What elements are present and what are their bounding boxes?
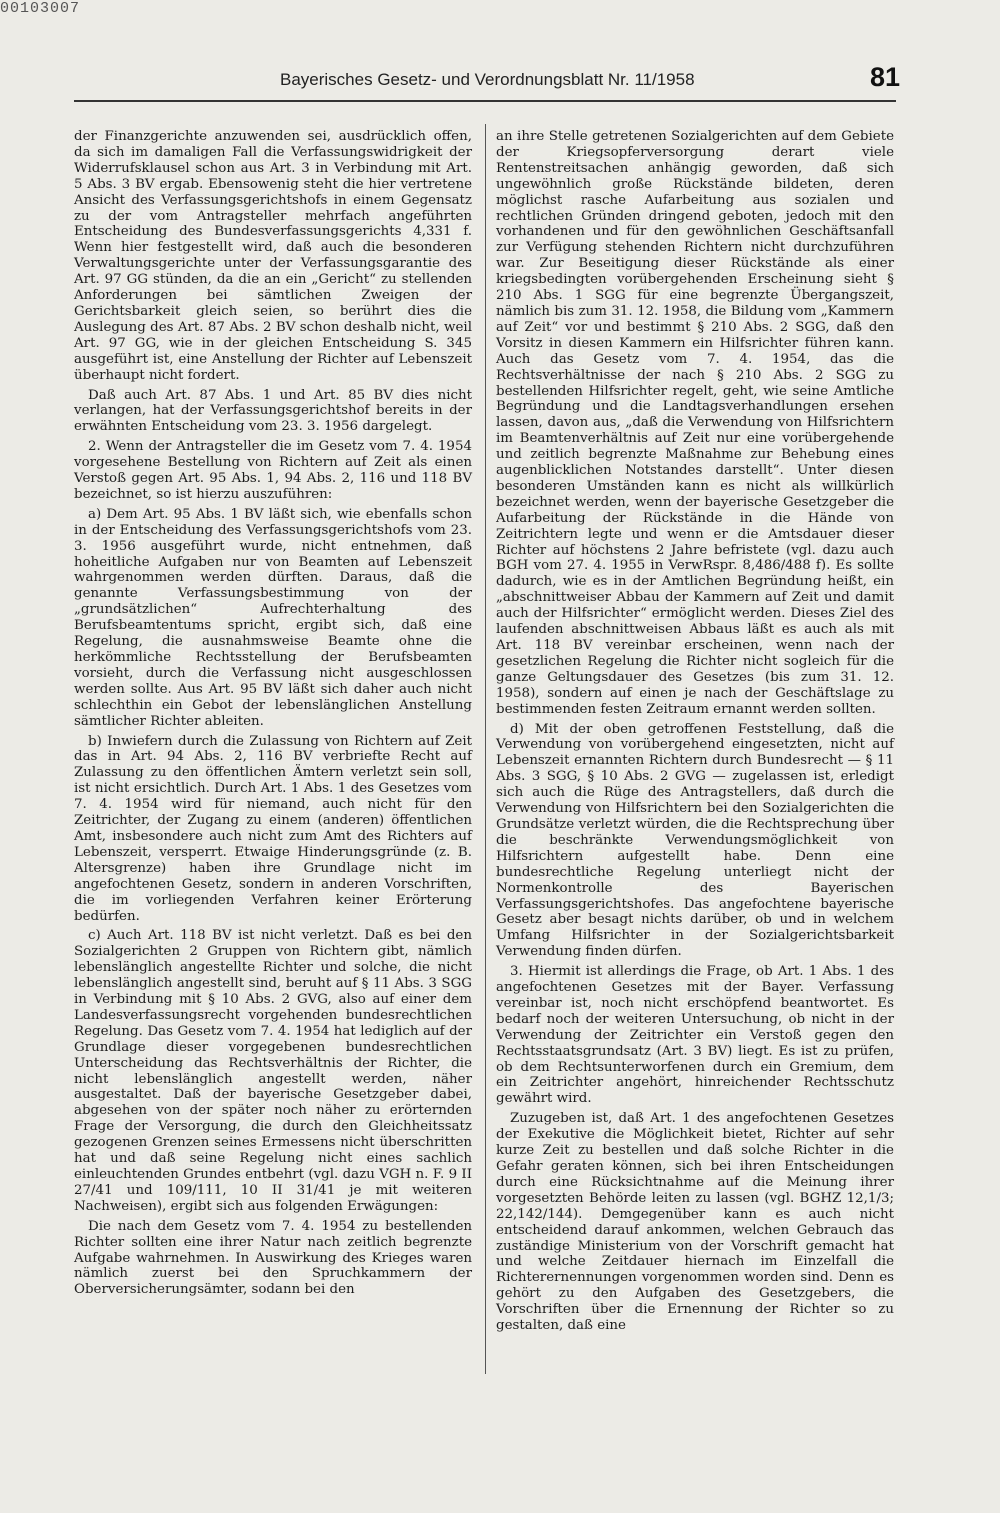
- paragraph: Die nach dem Gesetz vom 7. 4. 1954 zu bestellenden Richter sollten eine ihrer Natur nach zeitlich begrenzte Aufgabe wahrnehmen. In Auswirkung des Krieges waren nämlich zuerst bei den Spruchkammern der Oberversicherungsämter, sodann bei den: [74, 1218, 472, 1298]
- scan-id: 00103007: [0, 0, 81, 17]
- paragraph: b) Inwiefern durch die Zulassung von Richtern auf Zeit das in Art. 94 Abs. 2, 116 BV verbriefte Recht auf Zulassung zu den öffentlichen Ämtern verletzt sein soll, ist nicht ersichtlich. Durch Art. 1 Abs. 1 des Gesetzes vom 7. 4. 1954 wird für niemand, auch nicht für den Zeitrichter, der Zugang zu einem (anderen) öffentlichen Amt, insbesondere auch nicht zum Amt des Richters auf Lebenszeit, versperrt. Etwaige Hinderungsgründe (z. B. Altersgrenze) haben ihre Grundlage nicht im angefochtenen Gesetz, sondern in anderen Vorschriften, die im vorliegenden Verfahren keiner Erörterung bedürfen.: [74, 733, 472, 924]
- paragraph: d) Mit der oben getroffenen Feststellung, daß die Verwendung von vorübergehend eingesetzten, nicht auf Lebenszeit ernannten Richtern durch Bundesrecht — § 11 Abs. 3 SGG, § 10 Abs. 2 GVG — zugelassen ist, erledigt sich auch die Rüge des Antragstellers, daß durch die Verwendung von Hilfsrichtern bei den Sozialgerichten die Grundsätze verletzt würden, die die Rechtsprechung über die beschränkte Verwendungsmöglichkeit von Hilfsrichtern aufgestellt habe. Denn eine bundesrechtliche Regelung unterliegt nicht der Normenkontrolle des Bayerischen Verfassungsgerichtshofes. Das angefochtene bayerische Gesetz aber besagt nichts darüber, ob und in welchem Umfang Hilfsrichter in der Sozialgerichtsbarkeit Verwendung finden dürfen.: [496, 721, 894, 960]
- paragraph: c) Auch Art. 118 BV ist nicht verletzt. Daß es bei den Sozialgerichten 2 Gruppen von Richtern gibt, nämlich lebenslänglich angestellte Richter und solche, die nicht lebenslänglich angestellt sind, beruht auf § 11 Abs. 3 SGG in Verbindung mit § 10 Abs. 2 GVG, also auf einer dem Landesverfassungsrecht vorgehenden bundesrechtlichen Regelung. Das Gesetz vom 7. 4. 1954 hat lediglich auf der Grundlage dieser vorgegebenen bundesrechtlichen Unterscheidung das Rechtsverhältnis der Richter, die nicht lebenslänglich angestellt werden, näher ausgestaltet. Daß der bayerische Gesetzgeber dabei, abgesehen von der später noch näher zu erörternden Frage der Versorgung, die durch den Gleichheitssatz gezogenen Grenzen seines Ermessens nicht überschritten hat und daß seine Regelung nicht eines sachlich einleuchtenden Grundes entbehrt (vgl. dazu VGH n. F. 9 II 27/41 und 109/111, 10 II 31/41 je mit weiteren Nachweisen), ergibt sich aus folgenden Erwägungen:: [74, 928, 472, 1214]
- paragraph: 3. Hiermit ist allerdings die Frage, ob Art. 1 Abs. 1 des angefochtenen Gesetzes mit der Bayer. Verfassung vereinbar ist, noch nicht erschöpfend beantwortet. Es bedarf noch der weiteren Untersuchung, ob nicht in der Verwendung der Zeitrichter ein Verstoß gegen den Rechtsstaatsgrundsatz (Art. 3 BV) liegt. Es ist zu prüfen, ob dem Rechtsunterworfenen durch ein Gremium, dem ein Zeitrichter angehört, hinreichender Rechtsschutz gewährt wird.: [496, 964, 894, 1107]
- paragraph: Zuzugeben ist, daß Art. 1 des angefochtenen Gesetzes der Exekutive die Möglichkeit bietet, Richter auf sehr kurze Zeit zu bestellen und daß solche Richter in die Gefahr geraten können, sich bei ihren Entscheidungen durch eine Rücksichtnahme auf die Meinung ihrer vorgesetzten Behörde leiten zu lassen (vgl. BGHZ 12,1/3; 22,142/144). Demgegenüber kann es auch nicht entscheidend darauf ankommen, welchen Gebrauch das zuständige Ministerium von der Vorschrift gemacht hat und welche Zeitdauer hiernach im Einzelfall die Richterernennungen vorgenommen worden sind. Denn es gehört zu den Aufgaben des Gesetzgebers, die Vorschriften über die Ernennung der Richter so zu gestalten, daß eine: [496, 1111, 894, 1334]
- paragraph: 2. Wenn der Antragsteller die im Gesetz vom 7. 4. 1954 vorgesehene Bestellung von Richtern auf Zeit als einen Verstoß gegen Art. 95 Abs. 1, 94 Abs. 2, 116 und 118 BV bezeichnet, so ist hierzu auszuführen:: [74, 439, 472, 502]
- right-column: [496, 129, 894, 1338]
- page-header: [74, 62, 900, 98]
- paragraph: der Finanzgerichte anzuwenden sei, ausdrücklich offen, da sich im damaligen Fall die Verfassungswidrigkeit der Widerrufsklausel schon aus Art. 3 in Verbindung mit Art. 5 Abs. 3 BV ergab. Ebensowenig steht die hier vertretene Ansicht des Verfassungsgerichtshofs in einem Gegensatz zu der vom Antragsteller mehrfach angeführten Entscheidung des Bundesverfassungsgerichts 4,331 f. Wenn hier festgestellt wird, daß auch die besonderen Verwaltungsgerichte unter der Verfassungsgarantie des Art. 97 GG stünden, da die an ein „Gericht“ zu stellenden Anforderungen bei sämtlichen Zweigen der Gerichtsbarkeit gleich seien, so berührt dies die Auslegung des Art. 87 Abs. 2 BV schon deshalb nicht, weil Art. 97 GG, wie in der gleichen Entscheidung S. 345 ausgeführt ist, eine Anstellung der Richter auf Lebenszeit überhaupt nicht fordert.: [74, 129, 472, 383]
- left-column: [74, 129, 472, 1302]
- column-divider: [485, 124, 486, 1374]
- paragraph: Daß auch Art. 87 Abs. 1 und Art. 85 BV dies nicht verlangen, hat der Verfassungsgerichtshof bereits in der erwähnten Entscheidung vom 23. 3. 1956 dargelegt.: [74, 387, 472, 435]
- paragraph: an ihre Stelle getretenen Sozialgerichten auf dem Gebiete der Kriegsopferversorgung derart viele Rentenstreitsachen anhängig geworden, daß sich ungewöhnlich große Rückstände bildeten, deren möglichst rasche Aufarbeitung aus sozialen und rechtlichen Gründen dringend geboten, jedoch mit den vorhandenen und für den gewöhnlichen Geschäftsanfall zur Verfügung stehenden Richtern nicht durchzuführen war. Zur Beseitigung dieser Rückstände als einer kriegsbedingten vorübergehenden Erscheinung sieht § 210 Abs. 1 SGG für eine begrenzte Übergangszeit, nämlich bis zum 31. 12. 1958, die Bildung vom „Kammern auf Zeit“ vor und bestimmt § 210 Abs. 2 SGG, daß den Vorsitz in diesen Kammern ein Hilfsrichter führen kann. Auch das Gesetz vom 7. 4. 1954, das die Rechtsverhältnisse der nach § 210 Abs. 2 SGG zu bestellenden Hilfsrichter regelt, geht, wie seine Amtliche Begründung und die Landtagsverhandlungen ersehen lassen, davon aus, „daß die Verwendung von Hilfsrichtern im Beamtenverhältnis auf Zeit nur eine vorübergehende und zeitlich begrenzte Maßnahme zur Behebung eines augenblicklichen Notstandes darstellt“. Unter diesen besonderen Umständen kann es nicht als willkürlich bezeichnet werden, wenn der bayerische Gesetzgeber die Aufarbeitung der Rückstände in die Hände von Zeitrichtern legte und wenn er die Amtsdauer dieser Richter auf höchstens 2 Jahre befristete (vgl. dazu auch BGH vom 27. 4. 1955 in VerwRspr. 8,486/488 f). Es sollte dadurch, wie es in der Amtlichen Begründung heißt, ein „abschnittweiser Abbau der Kammern auf Zeit und damit auch der Hilfsrichter“ ermöglicht werden. Dieses Ziel des laufenden abschnittweisen Abbaus läßt es auch als mit Art. 118 BV vereinbar erscheinen, wenn nach der gesetzlichen Regelung die Richter nicht sogleich für die ganze Geltungsdauer des Gesetzes (bis zum 31. 12. 1958), sondern auf einen je nach der Geschäftslage zu bestimmenden festen Zeitraum ernannt werden sollten.: [496, 129, 894, 717]
- page-number: 81: [869, 62, 900, 92]
- paragraph: a) Dem Art. 95 Abs. 1 BV läßt sich, wie ebenfalls schon in der Entscheidung des Verfassungsgerichtshofs vom 23. 3. 1956 ausgeführt wurde, nicht entnehmen, daß hoheitliche Aufgaben nur von Beamten auf Lebenszeit wahrgenommen werden dürften. Daraus, daß die genannte Verfassungsbestimmung von der „grundsätzlichen“ Aufrechterhaltung des Berufsbeamtentums spricht, ergibt sich, daß eine Regelung, die ausnahmsweise Beamte ohne die herkömmliche Rechtsstellung der Berufsbeamten vorsieht, durch die Verfassung nicht ausgeschlossen werden sollte. Aus Art. 95 BV läßt sich daher auch nicht schlechthin ein Gebot der lebenslänglichen Anstellung sämtlicher Richter ableiten.: [74, 506, 472, 729]
- publication-title: Bayerisches Gesetz- und Verordnungsblatt Nr. 11/1958: [280, 70, 695, 89]
- header-rule: [74, 100, 896, 102]
